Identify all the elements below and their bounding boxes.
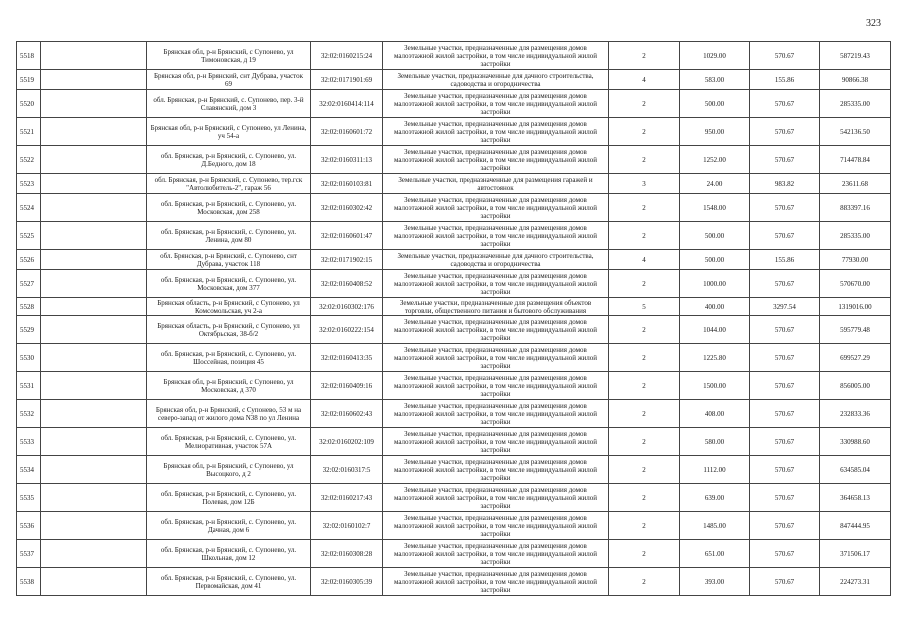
category-cell: 2 xyxy=(609,540,680,568)
address-cell: обл. Брянская, р-н Брянский, с. Супонево, ул. Д.Бедного, дом 18 xyxy=(147,146,311,174)
address-cell: Брянская обл, р-н Брянский, снт Дубрава, участок 69 xyxy=(147,70,311,90)
specific-value-cell: 570.67 xyxy=(750,316,820,344)
table-row xyxy=(17,298,891,316)
address-cell: Брянская обл, р-н Брянский, с Супонево, ул Московская, д 370 xyxy=(147,372,311,400)
cadastral-value-cell: 699527.29 xyxy=(820,344,891,372)
address-cell: обл. Брянская, р-н Брянский, с. Супонево, снт Дубрава, участок 118 xyxy=(147,250,311,270)
address-cell: обл. Брянская, р-н Брянский, с. Супонево, ул. Московская, дом 377 xyxy=(147,270,311,298)
area-cell: 950.00 xyxy=(680,118,750,146)
category-cell: 4 xyxy=(609,250,680,270)
specific-value-cell: 570.67 xyxy=(750,372,820,400)
permitted-use-cell: Земельные участки, предназначенные для размещения домов малоэтажной жилой застройки, в том числе индивидуальной жилой застройки xyxy=(383,484,609,512)
address-cell: Брянская обл, р-н Брянский, с Супонево, 53 м на северо-запад от жилого дома N38 по ул Ленина xyxy=(147,400,311,428)
cadastral-number-cell: 32:02:0160414:114 xyxy=(311,90,383,118)
address-cell: Брянская обл, р-н Брянский, с Супонево, ул Ленина, уч 54-а xyxy=(147,118,311,146)
cadastral-number-cell: 32:02:0160222:154 xyxy=(311,316,383,344)
cadastral-number-cell: 32:02:0160408:52 xyxy=(311,270,383,298)
table-row xyxy=(17,316,891,344)
cadastral-value-cell: 587219.43 xyxy=(820,42,891,70)
permitted-use-cell: Земельные участки, предназначенные для размещения домов малоэтажной жилой застройки, в том числе индивидуальной жилой застройки xyxy=(383,540,609,568)
specific-value-cell: 570.67 xyxy=(750,270,820,298)
specific-value-cell: 570.67 xyxy=(750,400,820,428)
specific-value-cell: 155.86 xyxy=(750,250,820,270)
specific-value-cell: 570.67 xyxy=(750,568,820,596)
cadastral-number-cell: 32:02:0160601:47 xyxy=(311,222,383,250)
empty-cell xyxy=(41,222,147,250)
permitted-use-cell: Земельные участки, предназначенные для размещения домов малоэтажной жилой застройки, в том числе индивидуальной жилой застройки xyxy=(383,90,609,118)
cadastral-number-cell: 32:02:0171901:69 xyxy=(311,70,383,90)
cadastral-number-cell: 32:02:0160302:176 xyxy=(311,298,383,316)
specific-value-cell: 570.67 xyxy=(750,146,820,174)
row-number: 5528 xyxy=(17,298,41,316)
area-cell: 1500.00 xyxy=(680,372,750,400)
empty-cell xyxy=(41,540,147,568)
cadastral-value-cell: 847444.95 xyxy=(820,512,891,540)
table-row xyxy=(17,222,891,250)
row-number: 5522 xyxy=(17,146,41,174)
row-number: 5533 xyxy=(17,428,41,456)
cadastral-number-cell: 32:02:0160102:7 xyxy=(311,512,383,540)
row-number: 5525 xyxy=(17,222,41,250)
category-cell: 2 xyxy=(609,118,680,146)
cadastral-number-cell: 32:02:0160215:24 xyxy=(311,42,383,70)
category-cell: 2 xyxy=(609,512,680,540)
specific-value-cell: 570.67 xyxy=(750,540,820,568)
table-row xyxy=(17,270,891,298)
row-number: 5536 xyxy=(17,512,41,540)
row-number: 5534 xyxy=(17,456,41,484)
table-row xyxy=(17,146,891,174)
permitted-use-cell: Земельные участки, предназначенные для размещения домов малоэтажной жилой застройки, в том числе индивидуальной жилой застройки xyxy=(383,118,609,146)
address-cell: обл. Брянская, р-н Брянский, с. Супонево, ул. Мелиоративная, участок 57А xyxy=(147,428,311,456)
cadastral-value-cell: 285335.00 xyxy=(820,222,891,250)
specific-value-cell: 570.67 xyxy=(750,428,820,456)
category-cell: 2 xyxy=(609,428,680,456)
cadastral-value-cell: 542136.50 xyxy=(820,118,891,146)
address-cell: Брянская область, р-н Брянский, с Супонево, ул Комсомольская, уч 2-а xyxy=(147,298,311,316)
row-number: 5523 xyxy=(17,174,41,194)
permitted-use-cell: Земельные участки, предназначенные для размещения домов малоэтажной жилой застройки, в том числе индивидуальной жилой застройки xyxy=(383,568,609,596)
area-cell: 1029.00 xyxy=(680,42,750,70)
address-cell: обл. Брянская, р-н Брянский, с. Супонево, ул. Московская, дом 258 xyxy=(147,194,311,222)
address-cell: Брянская обл, р-н Брянский, с Супонево, ул Высоцкого, д 2 xyxy=(147,456,311,484)
row-number: 5535 xyxy=(17,484,41,512)
specific-value-cell: 570.67 xyxy=(750,222,820,250)
area-cell: 500.00 xyxy=(680,90,750,118)
area-cell: 580.00 xyxy=(680,428,750,456)
category-cell: 2 xyxy=(609,372,680,400)
row-number: 5530 xyxy=(17,344,41,372)
cadastral-value-cell: 570670.00 xyxy=(820,270,891,298)
cadastral-value-cell: 371506.17 xyxy=(820,540,891,568)
empty-cell xyxy=(41,428,147,456)
permitted-use-cell: Земельные участки, предназначенные для размещения домов малоэтажной жилой застройки, в том числе индивидуальной жилой застройки xyxy=(383,316,609,344)
table-row xyxy=(17,540,891,568)
address-cell: обл. Брянская, р-н Брянский, с. Супонево, ул. Полевая, дом 12Б xyxy=(147,484,311,512)
row-number: 5520 xyxy=(17,90,41,118)
cadastral-value-cell: 856005.00 xyxy=(820,372,891,400)
empty-cell xyxy=(41,344,147,372)
category-cell: 2 xyxy=(609,400,680,428)
permitted-use-cell: Земельные участки, предназначенные для размещения домов малоэтажной жилой застройки, в том числе индивидуальной жилой застройки xyxy=(383,512,609,540)
cadastral-value-cell: 634585.04 xyxy=(820,456,891,484)
row-number: 5526 xyxy=(17,250,41,270)
cadastral-number-cell: 32:02:0160317:5 xyxy=(311,456,383,484)
cadastral-number-cell: 32:02:0160308:28 xyxy=(311,540,383,568)
permitted-use-cell: Земельные участки, предназначенные для дачного строительства, садоводства и огородничества xyxy=(383,70,609,90)
address-cell: обл. Брянская, р-н Брянский, с. Супонево, ул. Ленина, дом 80 xyxy=(147,222,311,250)
table-row xyxy=(17,194,891,222)
permitted-use-cell: Земельные участки, предназначенные для размещения домов малоэтажной жилой застройки, в том числе индивидуальной жилой застройки xyxy=(383,146,609,174)
cadastral-value-table xyxy=(16,41,891,596)
permitted-use-cell: Земельные участки, предназначенные для размещения домов малоэтажной жилой застройки, в том числе индивидуальной жилой застройки xyxy=(383,222,609,250)
area-cell: 24.00 xyxy=(680,174,750,194)
empty-cell xyxy=(41,42,147,70)
specific-value-cell: 570.67 xyxy=(750,90,820,118)
table-row xyxy=(17,250,891,270)
specific-value-cell: 570.67 xyxy=(750,194,820,222)
table-row xyxy=(17,568,891,596)
row-number: 5537 xyxy=(17,540,41,568)
specific-value-cell: 570.67 xyxy=(750,118,820,146)
specific-value-cell: 570.67 xyxy=(750,484,820,512)
category-cell: 2 xyxy=(609,194,680,222)
cadastral-value-cell: 364658.13 xyxy=(820,484,891,512)
specific-value-cell: 570.67 xyxy=(750,344,820,372)
category-cell: 2 xyxy=(609,316,680,344)
permitted-use-cell: Земельные участки, предназначенные для размещения домов малоэтажной жилой застройки, в том числе индивидуальной жилой застройки xyxy=(383,344,609,372)
table-row xyxy=(17,174,891,194)
cadastral-value-cell: 224273.31 xyxy=(820,568,891,596)
page-number: 323 xyxy=(866,18,881,29)
empty-cell xyxy=(41,372,147,400)
area-cell: 1225.80 xyxy=(680,344,750,372)
address-cell: обл. Брянская, р-н Брянский, с. Супонево, ул. Первомайская, дом 41 xyxy=(147,568,311,596)
table-row xyxy=(17,42,891,70)
cadastral-value-cell: 285335.00 xyxy=(820,90,891,118)
table-row xyxy=(17,118,891,146)
cadastral-number-cell: 32:02:0160413:35 xyxy=(311,344,383,372)
table-row xyxy=(17,90,891,118)
permitted-use-cell: Земельные участки, предназначенные для размещения домов малоэтажной жилой застройки, в том числе индивидуальной жилой застройки xyxy=(383,428,609,456)
specific-value-cell: 155.86 xyxy=(750,70,820,90)
row-number: 5527 xyxy=(17,270,41,298)
specific-value-cell: 570.67 xyxy=(750,42,820,70)
category-cell: 2 xyxy=(609,484,680,512)
table-row xyxy=(17,400,891,428)
cadastral-number-cell: 32:02:0160311:13 xyxy=(311,146,383,174)
permitted-use-cell: Земельные участки, предназначенные для размещения гаражей и автостоянок xyxy=(383,174,609,194)
table-row xyxy=(17,428,891,456)
cadastral-value-cell: 883397.16 xyxy=(820,194,891,222)
empty-cell xyxy=(41,174,147,194)
area-cell: 583.00 xyxy=(680,70,750,90)
row-number: 5519 xyxy=(17,70,41,90)
category-cell: 2 xyxy=(609,270,680,298)
permitted-use-cell: Земельные участки, предназначенные для размещения домов малоэтажной жилой застройки, в том числе индивидуальной жилой застройки xyxy=(383,42,609,70)
empty-cell xyxy=(41,568,147,596)
cadastral-number-cell: 32:02:0160202:109 xyxy=(311,428,383,456)
row-number: 5531 xyxy=(17,372,41,400)
empty-cell xyxy=(41,400,147,428)
row-number: 5529 xyxy=(17,316,41,344)
empty-cell xyxy=(41,512,147,540)
cadastral-value-cell: 90866.38 xyxy=(820,70,891,90)
area-cell: 400.00 xyxy=(680,298,750,316)
area-cell: 1112.00 xyxy=(680,456,750,484)
category-cell: 2 xyxy=(609,90,680,118)
permitted-use-cell: Земельные участки, предназначенные для размещения домов малоэтажной жилой застройки, в том числе индивидуальной жилой застройки xyxy=(383,456,609,484)
area-cell: 1548.00 xyxy=(680,194,750,222)
area-cell: 408.00 xyxy=(680,400,750,428)
cadastral-number-cell: 32:02:0160217:43 xyxy=(311,484,383,512)
empty-cell xyxy=(41,270,147,298)
empty-cell xyxy=(41,70,147,90)
cadastral-value-cell: 714478.84 xyxy=(820,146,891,174)
area-cell: 500.00 xyxy=(680,250,750,270)
cadastral-value-cell: 330988.60 xyxy=(820,428,891,456)
permitted-use-cell: Земельные участки, предназначенные для размещения домов малоэтажной жилой застройки, в том числе индивидуальной жилой застройки xyxy=(383,194,609,222)
area-cell: 393.00 xyxy=(680,568,750,596)
cadastral-value-cell: 77930.00 xyxy=(820,250,891,270)
area-cell: 639.00 xyxy=(680,484,750,512)
category-cell: 3 xyxy=(609,174,680,194)
specific-value-cell: 570.67 xyxy=(750,456,820,484)
cadastral-number-cell: 32:02:0160409:16 xyxy=(311,372,383,400)
empty-cell xyxy=(41,194,147,222)
address-cell: обл. Брянская, р-н Брянский, с. Супонево, ул. Дачная, дом 6 xyxy=(147,512,311,540)
category-cell: 2 xyxy=(609,456,680,484)
table-row xyxy=(17,484,891,512)
category-cell: 2 xyxy=(609,222,680,250)
category-cell: 2 xyxy=(609,146,680,174)
row-number: 5524 xyxy=(17,194,41,222)
area-cell: 1044.00 xyxy=(680,316,750,344)
empty-cell xyxy=(41,484,147,512)
table-row xyxy=(17,512,891,540)
specific-value-cell: 570.67 xyxy=(750,512,820,540)
empty-cell xyxy=(41,298,147,316)
permitted-use-cell: Земельные участки, предназначенные для дачного строительства, садоводства и огородничества xyxy=(383,250,609,270)
address-cell: Брянская область, р-н Брянский, с Супонево, ул Октябрьская, 38-б/2 xyxy=(147,316,311,344)
address-cell: Брянская обл, р-н Брянский, с Супонево, ул Тимоновская, д 19 xyxy=(147,42,311,70)
address-cell: обл. Брянская, р-н Брянский, с. Супонево, ул. Школьная, дом 12 xyxy=(147,540,311,568)
category-cell: 2 xyxy=(609,568,680,596)
cadastral-value-cell: 232833.36 xyxy=(820,400,891,428)
empty-cell xyxy=(41,146,147,174)
cadastral-value-cell: 1319016.00 xyxy=(820,298,891,316)
area-cell: 1252.00 xyxy=(680,146,750,174)
empty-cell xyxy=(41,90,147,118)
permitted-use-cell: Земельные участки, предназначенные для размещения объектов торговли, общественного питания и бытового обслуживания xyxy=(383,298,609,316)
category-cell: 2 xyxy=(609,344,680,372)
cadastral-value-cell: 23611.68 xyxy=(820,174,891,194)
address-cell: обл. Брянская, р-н Брянский, с. Супонево, пер. 3-й Славянский, дом 3 xyxy=(147,90,311,118)
row-number: 5521 xyxy=(17,118,41,146)
address-cell: обл. Брянская, р-н Брянский, с. Супонево, тер.гск "Автолюбитель-2", гараж 56 xyxy=(147,174,311,194)
row-number: 5538 xyxy=(17,568,41,596)
row-number: 5518 xyxy=(17,42,41,70)
cadastral-number-cell: 32:02:0160302:42 xyxy=(311,194,383,222)
cadastral-value-cell: 595779.48 xyxy=(820,316,891,344)
category-cell: 2 xyxy=(609,42,680,70)
table-row xyxy=(17,70,891,90)
permitted-use-cell: Земельные участки, предназначенные для размещения домов малоэтажной жилой застройки, в том числе индивидуальной жилой застройки xyxy=(383,400,609,428)
table-body xyxy=(17,42,891,596)
empty-cell xyxy=(41,250,147,270)
empty-cell xyxy=(41,118,147,146)
category-cell: 5 xyxy=(609,298,680,316)
cadastral-number-cell: 32:02:0171902:15 xyxy=(311,250,383,270)
address-cell: обл. Брянская, р-н Брянский, с. Супонево, ул. Шоссейная, позиция 45 xyxy=(147,344,311,372)
specific-value-cell: 3297.54 xyxy=(750,298,820,316)
area-cell: 651.00 xyxy=(680,540,750,568)
permitted-use-cell: Земельные участки, предназначенные для размещения домов малоэтажной жилой застройки, в том числе индивидуальной жилой застройки xyxy=(383,270,609,298)
cadastral-number-cell: 32:02:0160601:72 xyxy=(311,118,383,146)
empty-cell xyxy=(41,456,147,484)
row-number: 5532 xyxy=(17,400,41,428)
cadastral-number-cell: 32:02:0160305:39 xyxy=(311,568,383,596)
area-cell: 1485.00 xyxy=(680,512,750,540)
cadastral-number-cell: 32:02:0160602:43 xyxy=(311,400,383,428)
permitted-use-cell: Земельные участки, предназначенные для размещения домов малоэтажной жилой застройки, в том числе индивидуальной жилой застройки xyxy=(383,372,609,400)
table-row xyxy=(17,456,891,484)
cadastral-number-cell: 32:02:0160103:81 xyxy=(311,174,383,194)
area-cell: 500.00 xyxy=(680,222,750,250)
specific-value-cell: 983.82 xyxy=(750,174,820,194)
table-row xyxy=(17,372,891,400)
empty-cell xyxy=(41,316,147,344)
category-cell: 4 xyxy=(609,70,680,90)
area-cell: 1000.00 xyxy=(680,270,750,298)
table-row xyxy=(17,344,891,372)
